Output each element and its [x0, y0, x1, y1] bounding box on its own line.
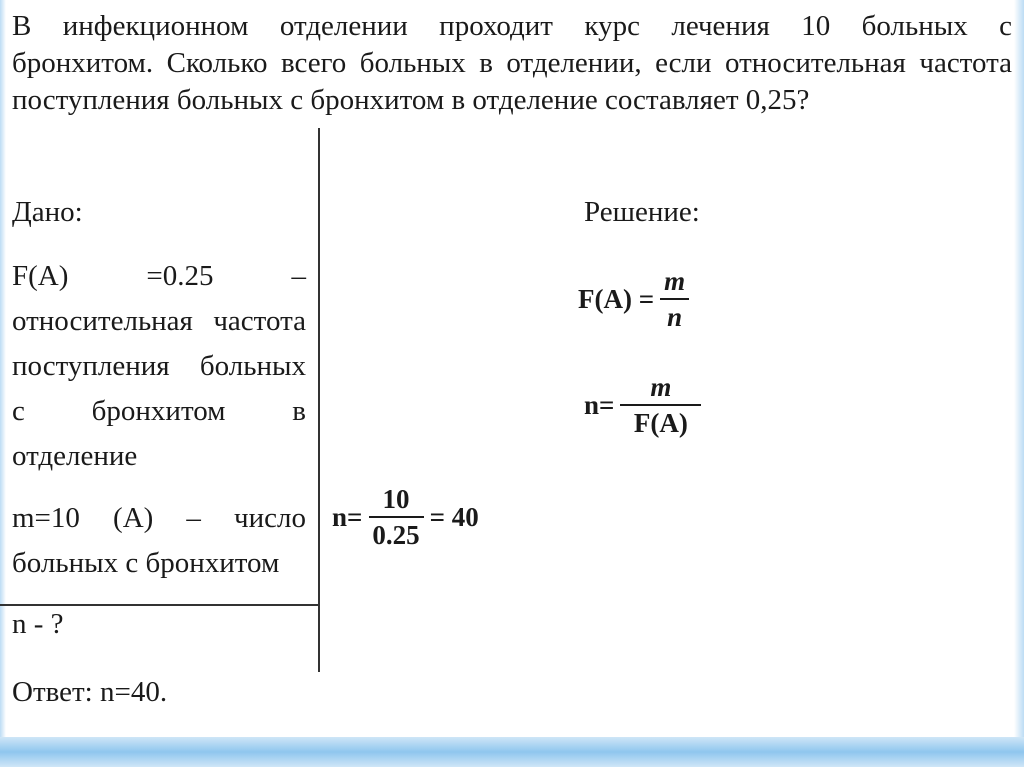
slide-frame-left: [0, 0, 6, 767]
formula-result-lhs: n=: [332, 501, 363, 532]
formula-frequency-denominator: n: [667, 302, 683, 332]
find-unknown: n - ?: [12, 608, 64, 640]
given-frequency-line-4: с бронхитом в: [12, 395, 306, 427]
formula-result-denominator: 0.25: [372, 520, 420, 550]
slide-frame-right: [1014, 0, 1024, 767]
problem-line-3: поступления больных с бронхитом в отделение составляет 0,25?: [12, 84, 810, 116]
given-frequency-line-2: относительная частота: [12, 305, 306, 337]
formula-frequency-lhs: F(A) =: [578, 283, 655, 314]
formula-frequency-fraction: [660, 266, 689, 332]
formula-result-numerator: 10: [369, 484, 424, 518]
given-count-line-1: m=10 (А) – число: [12, 502, 306, 534]
formula-result-rhs: = 40: [429, 501, 479, 532]
given-count-line-2: больных с бронхитом: [12, 547, 280, 579]
formula-total: [584, 372, 707, 438]
vertical-divider: [318, 128, 320, 672]
formula-result: [332, 484, 479, 550]
problem-line-1: В инфекционном отделении проходит курс лечения 10 больных с: [12, 10, 1012, 42]
problem-statement: [12, 8, 1012, 119]
given-frequency-line-5: отделение: [12, 440, 138, 472]
slide-frame-bottom: [0, 737, 1024, 767]
formula-total-fraction: [620, 372, 701, 438]
formula-result-fraction: [368, 484, 423, 550]
given-frequency-line-1: F(A) =0.25 –: [12, 260, 306, 292]
formula-frequency: [578, 266, 695, 332]
formula-total-lhs: n=: [584, 389, 615, 420]
formula-total-denominator: F(A): [633, 408, 688, 438]
solution-heading: Решение:: [584, 196, 700, 228]
formula-total-numerator: m: [620, 372, 701, 406]
problem-line-2: бронхитом. Сколько всего больных в отделении, если относительная частота: [12, 47, 1012, 79]
answer: Ответ: n=40.: [12, 676, 168, 708]
horizontal-divider: [0, 604, 320, 606]
given-heading: Дано:: [12, 196, 83, 228]
given-frequency-line-3: поступления больных: [12, 350, 306, 382]
given-frequency: [12, 254, 306, 479]
formula-frequency-numerator: m: [660, 266, 689, 300]
given-count: [12, 496, 306, 586]
